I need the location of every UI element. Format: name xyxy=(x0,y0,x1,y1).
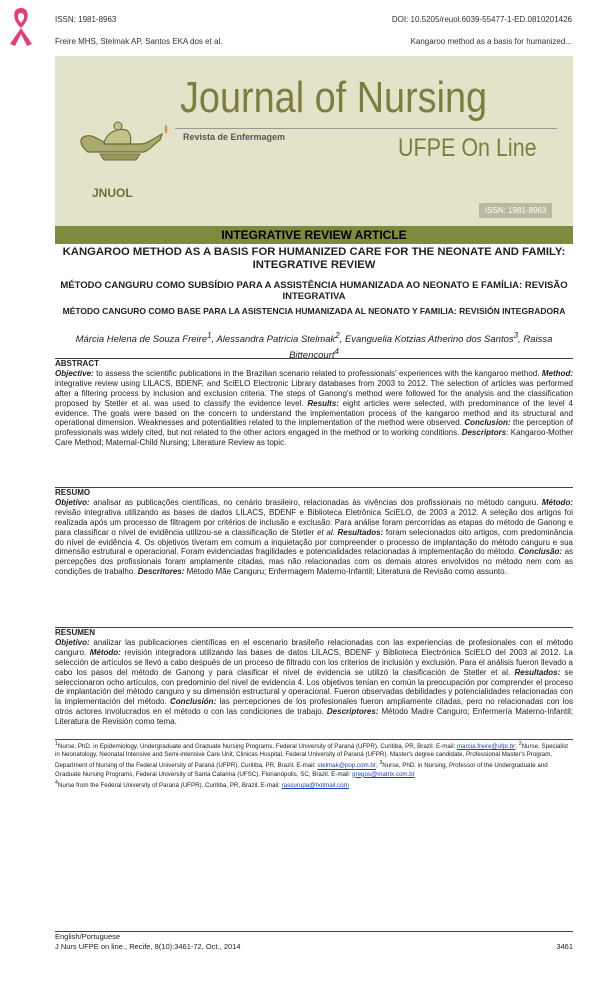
footnote-4: $^4$Nurse from the Federal University of Paraná (UFPR). Curitiba, PR, Brazil. E-mail: rascurupa@hotmail.com xyxy=(55,779,349,789)
awareness-ribbon-icon xyxy=(4,4,38,48)
email-link-3[interactable]: gregos@matrix.com.br xyxy=(352,770,415,778)
banner-issn: ISSN: 1981-8963 xyxy=(479,203,552,218)
footnote-1: $^1$Nurse, PhD. in Epidemiology, Undergraduate and Graduate Nursing Programs, Federal University of Paraná (UFPR). Curitiba, PR, Brazil. E-mail: marcia.freire@ufpr.br; $^2$Nurse, Specialist in Neonatology, Neonatal Intensive and Semi-intensive Care Unit, Clinicas Hospital, Federal University of Paraná (UFPR). Master's degree candidate, Professional Master's Program, Department of Nursing of the Federal University of Paraná (UFPR). Curitiba, PR, Brazil. E-mail: stelmak@pop.com.br; $^3$Nurse, PhD. in Nursing, Professor of the Undergraduate and Graduate Nursing Programs, Federal University of Santa Catarina (UFSC). Florianópolis, SC, Brazil. E-mail: gregos@matrix.com.br xyxy=(55,741,568,778)
title-portuguese: MÉTODO CANGURU COMO SUBSÍDIO PARA A ASSISTÊNCIA HUMANIZADA AO NEONATO E FAMÍLIA: REVISÃO INTEGRATIVA xyxy=(60,280,568,302)
author-1: Márcia Helena de Souza Freire xyxy=(75,334,208,346)
resumo-label: RESUMO xyxy=(55,488,91,497)
banner-divider xyxy=(175,128,557,129)
header-authors: Freire MHS, Stelmak AP, Santos EKA dos et al. xyxy=(55,37,223,46)
title-spanish: MÉTODO CANGURO COMO BASE PARA LA ASISTENCIA HUMANIZADA AL NEONATO Y FAMILIA: REVISIÓN INTEGRADORA xyxy=(62,306,566,316)
email-link-2[interactable]: stelmak@pop.com.br xyxy=(317,762,376,770)
footer-citation: J Nurs UFPE on line., Recife, 8(10):3461-72, Oct., 2014 xyxy=(55,942,241,951)
abstract-section xyxy=(55,358,573,448)
author-2: Alessandra Patricia Stelmak xyxy=(216,334,336,346)
logo-text: JNUOL xyxy=(92,186,133,200)
header-running-title: Kangaroo method as a basis for humanized... xyxy=(410,37,572,46)
page-number: 3461 xyxy=(556,942,573,951)
email-link-4[interactable]: rascurupa@hotmail.com xyxy=(281,782,349,789)
resumo-text: Objetivo: analisar as publicações científicas, no cenário brasileiro, relacionadas às vivências dos profissionais no método canguru. Método: revisão integrativa utilizando as bases de dados LILACS, BDENF e Biblioteca Eletrônica SciELO, de 2003 a 2012. A seleção dos artigos foi realizada após um processo de filtragem por critérios de inclusão e exclusão. Para análise foram percorridas as etapas do método de Ganong e para classificar o nível de evidência utilizou-se a classificação de Stetler et al. Resultados: foram selecionados oito artigos, com predominância do nível de evidência 4. Os objetivos tiveram em comum a inquietação por compreender o processo de implantação do método canguru e sua dimensão estrutural e operacional. Foram evidenciadas fragilidades e potencialidades relacionadas à implementação do método. Conclusão: as percepções dos profissionais foram amplamente citadas, mas não relacionadas com os demais atores envolvidos no método nem com as condições de trabalho. Descritores: Método Mãe Canguru; Enfermagem Materno-Infantil; Literatura de Revisão como assunto. xyxy=(55,497,574,577)
resumen-section xyxy=(55,627,573,727)
email-link-1[interactable]: marcia.freire@ufpr.br xyxy=(457,743,516,751)
author-4: Raissa Bittencourt xyxy=(289,334,553,362)
journal-subtitle: Revista de Enfermagem xyxy=(183,132,286,142)
title-english: KANGAROO METHOD AS A BASIS FOR HUMANIZED CARE FOR THE NEONATE AND FAMILY: INTEGRATIVE REVIEW xyxy=(62,246,566,271)
resumo-section xyxy=(55,487,573,577)
abstract-label: ABSTRACT xyxy=(55,359,99,368)
resumen-label: RESUMEN xyxy=(55,628,96,637)
lamp-logo-icon xyxy=(70,94,170,184)
section-header: INTEGRATIVE REVIEW ARTICLE xyxy=(55,226,573,244)
author-3: Evanguelia Kotzias Atherino dos Santos xyxy=(344,334,514,346)
header-issn: ISSN: 1981-8963 xyxy=(55,15,117,24)
resumen-text: Objetivo: analizar las publicaciones científicas en el escenario brasileño relacionadas con las experiencias de profesionales con el método canguro. Método: revisión integradora utilizando las bases de datos LILACS, BDENF y Biblioteca Electrónica SciELO del 2003 al 2012. La selección de artículos se llevó a cabo después de un proceso de filtrado con los criterios de inclusión y exclusión. Para el análisis fueron llevado a cabo los pasos del método de Ganong y para clasificar el nivel de evidencia se utilizó la clasificación de Stetler et al. Resultados: se seleccionaron ocho artículos, con predominio del nivel de evidencia 4. Los objetivos tenían en común la preocupación por comprender el proceso de implantación del método canguro y su dimensión estructural y operacional. Fueron observadas debilidades y potencialidades relacionadas con la implementación del método. Conclusión: las percepciones de los profesionales fueron ampliamente citadas, pero no relacionadas con los otros actores involucrados en el método o con las condiciones de trabajo. Descriptores: Método Madre Canguro; Enfermería Materno-Infantil; Literatura de Revisión como tema. xyxy=(55,637,574,727)
header-doi: DOI: 10.5205/reuol.6039-55477-1-ED.0810201426 xyxy=(391,15,572,24)
page-footer xyxy=(55,931,573,952)
journal-online: UFPE On Line xyxy=(398,134,537,162)
footer-language: English/Portuguese xyxy=(55,932,121,941)
abstract-text: Objective: to assess the scientific publications in the Brazilian scenario related to professionals' experiences with the kangaroo method. Method: integrative review using LILACS, BDENF, and SciELO Electronic Library databases from 2003 to 2012. The selection of articles was performed after a filtering process by inclusion and exclusion criteria. The steps of Ganong's method were followed for the analysis and the classification proposed by Stetler et al. was used to classify the evidence level. Results: eight articles were selected, with predominance of the level 4 evidence. The goals were based on the concern to understand the implementation process of the kangaroo method and its structural and operational dimension. Weaknesses and potentialities related to the implementation of the method were observed. Conclusion: the perception of professionals was widely cited, but not related to the other actors engaged in the method or to working conditions. Descriptors: Kangaroo-Mother Care Method; Maternal-Child Nursing; Literature Review as topic. xyxy=(55,368,574,448)
author-list: Márcia Helena de Souza Freire$^1$, Alessandra Patricia Stelmak$^2$, Evanguelia Kotzias Atherino dos Santos$^3$, Raissa Bittencourt$^4$ xyxy=(75,331,553,362)
footnotes xyxy=(55,739,573,790)
journal-title: Journal of Nursing xyxy=(180,73,488,122)
